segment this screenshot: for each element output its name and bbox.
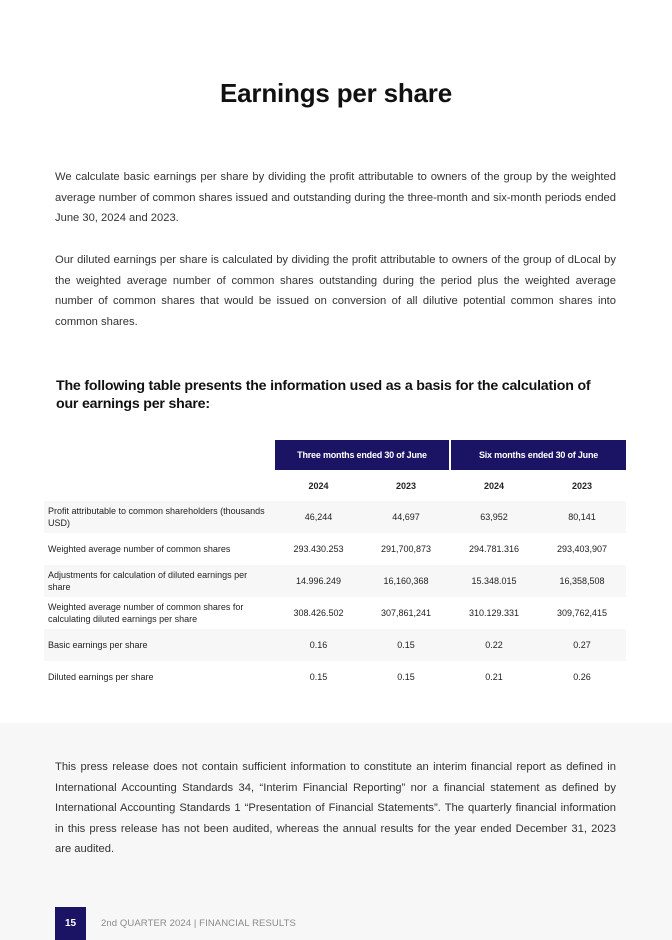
cell-value: 80,141 — [538, 501, 626, 533]
cell-value: 0.26 — [573, 672, 591, 682]
paragraph-basic-eps: We calculate basic earnings per share by dividing the profit attributable to owners of the group by the weighted average number of common shares issued and outstanding during the three-month and six-month periods ended June 30, 2024 and 2023. — [55, 171, 616, 224]
table-heading: The following table presents the information used as a basis for the calculation of our earnings per share: — [56, 378, 591, 412]
cell-value: 0.15 — [309, 672, 328, 682]
cell-value: 63,952 — [450, 501, 538, 533]
row-label: Basic earnings per share — [44, 629, 275, 661]
cell-value: 0.15 — [362, 629, 450, 661]
cell-value: 44,697 — [362, 501, 450, 533]
cell-value: 0.16 — [275, 629, 362, 661]
cell-value: 14.996.249 — [275, 565, 362, 597]
row-label: Adjustments for calculation of diluted earnings per share — [44, 565, 275, 597]
table-row — [44, 661, 626, 693]
cell-value: 16,160,368 — [362, 565, 450, 597]
table-row — [44, 533, 626, 565]
table-group-header-row — [44, 440, 626, 470]
disclaimer-paragraph: This press release does not contain sufficient information to constitute an interim financial report as defined in International Accounting Standards 34, “Interim Financial Reporting” nor a financial statement as defined by International Accounting Standards 1 “Presentation of Financial Statements”. The quarterly financial information in this press release has not been audited, whereas the annual results for the year ended December 31, 2023 are audited. — [55, 761, 616, 855]
cell-value: 294.781.316 — [468, 544, 520, 554]
cell-value: 293,403,907 — [556, 544, 608, 554]
year-header: 2024 — [484, 480, 505, 491]
cell-value: 0.27 — [538, 629, 626, 661]
cell-value: 309,762,415 — [556, 608, 608, 618]
cell-value: 46,244 — [275, 501, 362, 533]
cell-value: 0.15 — [397, 672, 415, 682]
table-row — [44, 501, 626, 533]
cell-value: 291,700,873 — [380, 544, 432, 554]
cell-value: 0.22 — [450, 629, 538, 661]
table-corner — [44, 440, 275, 470]
table-row — [44, 629, 626, 661]
year-header: 2023 — [395, 480, 417, 491]
group-header-three-months: Three months ended 30 of June — [275, 440, 450, 470]
row-label: Profit attributable to common shareholders (thousands USD) — [44, 501, 275, 533]
table-year-row — [44, 470, 626, 501]
year-header: 2023 — [572, 480, 593, 491]
year-header: 2024 — [308, 480, 329, 491]
table-row — [44, 565, 626, 597]
cell-value: 293.430.253 — [293, 544, 344, 554]
page-title: Earnings per share — [220, 78, 452, 108]
page-number: 15 — [55, 907, 86, 940]
eps-table — [44, 440, 626, 693]
year-corner — [44, 470, 275, 501]
footer-label: 2nd QUARTER 2024 | FINANCIAL RESULTS — [101, 918, 296, 929]
cell-value: 310.129.331 — [468, 608, 520, 618]
cell-value: 16,358,508 — [538, 565, 626, 597]
row-label: Weighted average number of common shares for calculating diluted earnings per share — [48, 602, 244, 624]
table-row — [44, 597, 626, 629]
paragraph-diluted-eps: Our diluted earnings per share is calculated by dividing the profit attributable to owners of the group of dLocal by the weighted average number of common shares outstanding during the period plus the weighted average number of common shares that would be issued on conversion of all dilutive potential common shares into common shares. — [55, 254, 616, 328]
group-header-six-months: Six months ended 30 of June — [450, 440, 626, 470]
row-label: Diluted earnings per share — [48, 672, 154, 682]
row-label: Weighted average number of common shares — [48, 544, 231, 554]
cell-value: 15.348.015 — [450, 565, 538, 597]
cell-value: 0.21 — [485, 672, 503, 682]
cell-value: 307,861,241 — [380, 608, 432, 618]
cell-value: 308.426.502 — [293, 608, 344, 618]
